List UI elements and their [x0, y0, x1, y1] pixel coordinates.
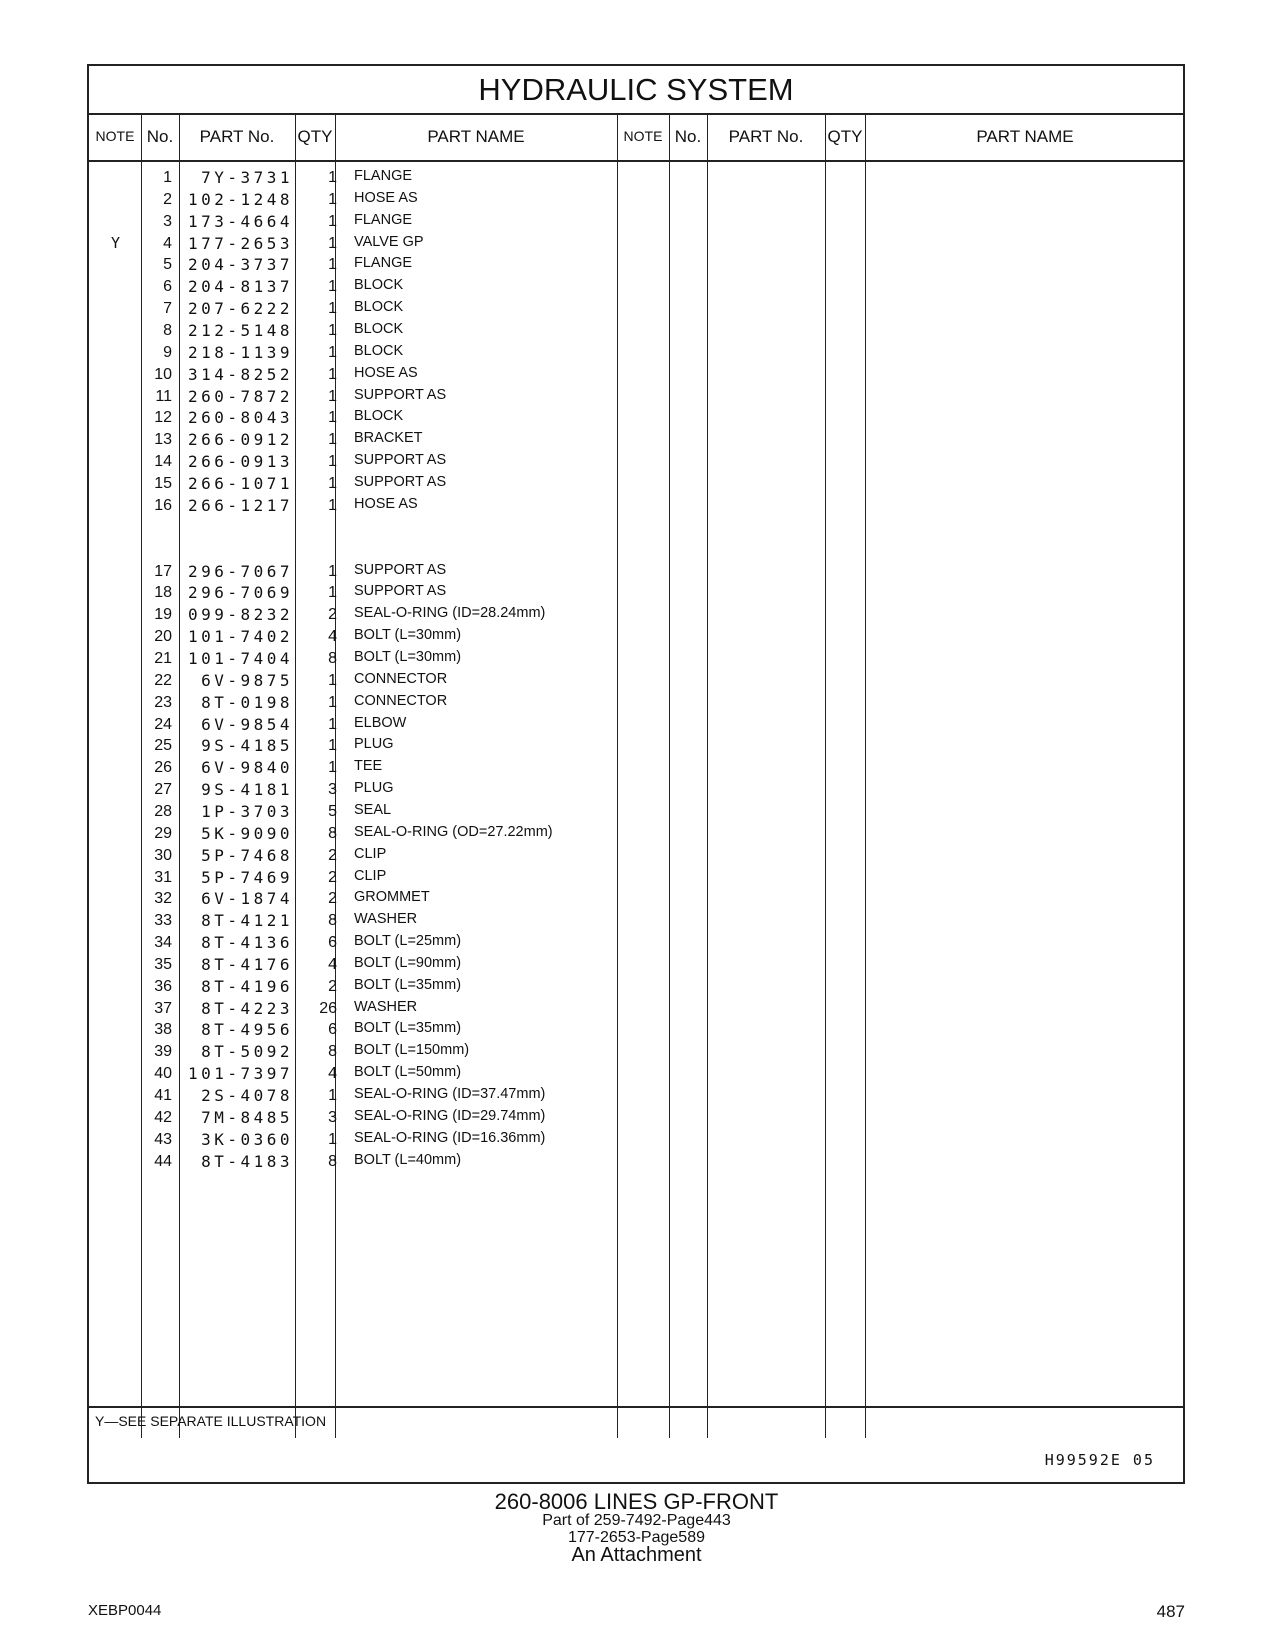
part-name-cell: CONNECTOR [354, 692, 448, 709]
quantity-cell: 8 [328, 912, 337, 930]
part-number-cell: 9S-4181 [201, 780, 293, 800]
table-row [89, 734, 1183, 757]
part-name-cell: BOLT (L=25mm) [354, 933, 462, 950]
part-name-cell: BOLT (L=150mm) [354, 1042, 470, 1059]
part-name-cell: HOSE AS [354, 189, 418, 206]
quantity-cell: 1 [328, 278, 337, 296]
part-number-cell: 8T-4183 [201, 1151, 293, 1171]
part-number-cell: 266-0913 [187, 452, 293, 472]
part-number-cell: 6V-9840 [201, 758, 293, 778]
part-number-cell: 260-7872 [187, 386, 293, 406]
table-row [89, 253, 1183, 276]
part-name-cell: SUPPORT AS [354, 473, 447, 490]
page-title: HYDRAULIC SYSTEM [89, 66, 1183, 115]
part-number-cell: 204-3737 [187, 255, 293, 275]
header-part-name-right: PART NAME [976, 127, 1074, 146]
item-number-cell: 13 [154, 431, 172, 449]
part-name-cell: CONNECTOR [354, 670, 448, 687]
part-name-cell: SEAL-O-RING (ID=29.74mm) [354, 1107, 546, 1124]
quantity-cell: 2 [328, 868, 337, 886]
header-part-no-right: PART No. [728, 127, 804, 146]
item-number-cell: 12 [154, 409, 172, 427]
quantity-cell: 6 [328, 934, 337, 952]
quantity-cell: 1 [328, 190, 337, 208]
table-row [89, 363, 1183, 386]
item-number-cell: 24 [154, 715, 172, 733]
quantity-cell: 1 [328, 1087, 337, 1104]
quantity-cell: 8 [328, 1043, 337, 1061]
table-row [89, 428, 1183, 451]
part-number-cell: 8T-4223 [201, 998, 293, 1018]
part-number-cell: 266-1217 [187, 495, 293, 515]
item-number-cell: 8 [163, 321, 172, 339]
table-row [89, 1018, 1183, 1041]
item-number-cell: 42 [154, 1108, 172, 1126]
table-row [89, 275, 1183, 298]
quantity-cell: 1 [328, 431, 337, 449]
part-number-cell: 204-8137 [187, 277, 293, 297]
quantity-cell: 1 [328, 234, 337, 252]
table-row [89, 1040, 1183, 1063]
quantity-cell: 8 [328, 650, 337, 667]
part-number-cell: 296-7067 [187, 561, 293, 581]
item-number-cell: 25 [154, 737, 172, 755]
part-number-cell: 101-7404 [187, 649, 293, 668]
part-name-cell: PLUG [354, 780, 394, 797]
item-number-cell: 16 [154, 496, 172, 514]
quantity-cell: 1 [328, 693, 337, 711]
table-row [89, 472, 1183, 495]
table-row [89, 909, 1183, 932]
part-name-cell: VALVE GP [354, 233, 424, 250]
part-name-cell: PLUG [354, 736, 394, 753]
part-name-cell: SUPPORT AS [354, 561, 447, 578]
item-number-cell: 28 [154, 802, 172, 820]
quantity-cell: 1 [328, 671, 337, 689]
part-number-cell: 177-2653 [187, 233, 293, 253]
table-row [89, 603, 1183, 626]
table-row [89, 1128, 1183, 1151]
item-number-cell: 44 [154, 1152, 172, 1170]
item-number-cell: 37 [154, 999, 172, 1017]
table-row [89, 341, 1183, 364]
part-number-cell: 8T-4196 [201, 976, 293, 996]
part-number-cell: 6V-1874 [201, 889, 293, 909]
table-row [89, 1150, 1183, 1173]
item-number-cell: 22 [154, 671, 172, 689]
part-number-cell: 8T-5092 [201, 1042, 293, 1062]
quantity-cell: 1 [328, 496, 337, 514]
quantity-cell: 1 [328, 169, 337, 186]
part-name-cell: SUPPORT AS [354, 386, 447, 403]
table-bottom-divider [89, 1406, 1183, 1408]
item-number-cell: 3 [163, 212, 172, 230]
table-row [89, 581, 1183, 604]
quantity-cell: 1 [328, 737, 337, 755]
part-number-cell: 2S-4078 [201, 1086, 293, 1105]
item-number-cell: 36 [154, 977, 172, 995]
part-name-cell: FLANGE [354, 211, 413, 228]
part-name-cell: BLOCK [354, 408, 404, 425]
quantity-cell: 1 [328, 562, 337, 580]
quantity-cell: 6 [328, 1021, 337, 1039]
part-number-cell: 101-7397 [187, 1064, 293, 1084]
table-row [89, 931, 1183, 954]
quantity-cell: 1 [328, 321, 337, 339]
part-number-cell: 266-1071 [187, 473, 293, 493]
table-row [89, 975, 1183, 998]
quantity-cell: 3 [328, 781, 337, 799]
part-number-cell: 6V-9875 [201, 670, 293, 690]
quantity-cell: 1 [328, 453, 337, 471]
part-number-cell: 5K-9090 [201, 823, 293, 843]
quantity-cell: 1 [328, 409, 337, 427]
header-qty-left: QTY [297, 127, 333, 146]
item-number-cell: 32 [154, 890, 172, 908]
part-number-cell: 212-5148 [187, 320, 293, 340]
quantity-cell: 2 [328, 606, 337, 624]
part-name-cell: SEAL-O-RING (ID=37.47mm) [354, 1086, 546, 1102]
table-row [89, 691, 1183, 714]
part-name-cell: BLOCK [354, 299, 404, 316]
item-number-cell: 2 [163, 190, 172, 208]
table-row [89, 866, 1183, 889]
quantity-cell: 8 [328, 1152, 337, 1170]
part-name-cell: BLOCK [354, 320, 404, 337]
part-number-cell: 8T-4956 [201, 1020, 293, 1040]
table-row [89, 188, 1183, 211]
quantity-cell: 1 [328, 759, 337, 777]
table-row [89, 822, 1183, 845]
table-header [89, 113, 1183, 162]
item-number-cell: 26 [154, 759, 172, 777]
part-number-cell: 6V-9854 [201, 714, 293, 734]
item-number-cell: 4 [163, 234, 172, 252]
table-row [89, 319, 1183, 342]
table-row [89, 166, 1183, 189]
table-row [89, 625, 1183, 648]
quantity-cell: 1 [328, 256, 337, 274]
part-name-cell: HOSE AS [354, 364, 418, 381]
item-number-cell: 31 [154, 868, 172, 886]
table-row [89, 778, 1183, 801]
item-number-cell: 41 [154, 1087, 172, 1104]
part-name-cell: BLOCK [354, 342, 404, 359]
part-number-cell: 207-6222 [187, 299, 293, 319]
header-part-name-left: PART NAME [427, 127, 525, 146]
quantity-cell: 2 [328, 890, 337, 908]
publication-number: XEBP0044 [88, 1602, 162, 1619]
part-name-cell: SEAL [354, 801, 392, 818]
quantity-cell: 2 [328, 977, 337, 995]
part-name-cell: BOLT (L=40mm) [354, 1151, 462, 1168]
item-number-cell: 6 [163, 278, 172, 296]
part-name-cell: WASHER [354, 911, 418, 928]
part-name-cell: SEAL-O-RING (OD=27.22mm) [354, 823, 553, 840]
page-number: 487 [1156, 1602, 1185, 1621]
quantity-cell: 1 [328, 584, 337, 602]
table-row [89, 997, 1183, 1020]
part-name-cell: BOLT (L=50mm) [354, 1064, 462, 1081]
part-number-cell: 3K-0360 [201, 1129, 293, 1149]
part-number-cell: 8T-4121 [201, 911, 293, 931]
table-row [89, 1106, 1183, 1129]
part-number-cell: 8T-0198 [201, 692, 293, 712]
item-number-cell: 39 [154, 1043, 172, 1061]
part-name-cell: ELBOW [354, 714, 407, 731]
item-number-cell: 7 [163, 300, 172, 318]
part-name-cell: BRACKET [354, 430, 423, 447]
item-number-cell: 35 [154, 955, 172, 973]
quantity-cell: 1 [328, 387, 337, 405]
table-row [89, 800, 1183, 823]
part-name-cell: BOLT (L=90mm) [354, 954, 462, 971]
table-row [89, 713, 1183, 736]
part-number-cell: 099-8232 [187, 605, 293, 625]
part-name-cell: SEAL-O-RING (ID=28.24mm) [354, 605, 546, 622]
part-number-cell: 9S-4185 [201, 736, 293, 756]
part-number-cell: 173-4664 [187, 211, 293, 231]
part-name-cell: BOLT (L=30mm) [354, 627, 462, 644]
part-number-cell: 101-7402 [187, 627, 293, 647]
part-name-cell: SEAL-O-RING (ID=16.36mm) [354, 1129, 546, 1146]
item-number-cell: 27 [154, 781, 172, 799]
document-id: H99592E 05 [1044, 1451, 1155, 1469]
part-name-cell: CLIP [354, 867, 387, 884]
quantity-cell: 1 [328, 212, 337, 230]
header-note-right: NOTE [623, 128, 663, 144]
item-number-cell: 40 [154, 1065, 172, 1083]
part-number-cell: 1P-3703 [201, 801, 293, 821]
parts-table-frame [87, 64, 1185, 1484]
part-number-cell: 260-8043 [187, 408, 293, 428]
table-row [89, 844, 1183, 867]
item-number-cell: 1 [163, 169, 172, 186]
table-row [89, 887, 1183, 910]
item-number-cell: 18 [154, 584, 172, 602]
header-no-left: No. [146, 127, 174, 146]
part-number-cell: 296-7069 [187, 583, 293, 603]
part-name-cell: FLANGE [354, 255, 413, 272]
table-row [89, 647, 1183, 670]
table-row [89, 669, 1183, 692]
part-number-cell: 8T-4136 [201, 933, 293, 953]
quantity-cell: 1 [328, 474, 337, 492]
item-number-cell: 10 [154, 365, 172, 383]
quantity-cell: 8 [328, 824, 337, 842]
part-name-cell: WASHER [354, 998, 418, 1015]
item-number-cell: 43 [154, 1130, 172, 1148]
part-name-cell: FLANGE [354, 168, 413, 184]
caption-group-title: 260-8006 LINES GP-FRONT [494, 1489, 779, 1514]
item-number-cell: 29 [154, 824, 172, 842]
part-number-cell: 102-1248 [187, 189, 293, 209]
table-row [89, 494, 1183, 517]
note-cell: Y [110, 233, 121, 252]
part-name-cell: SUPPORT AS [354, 583, 447, 600]
item-number-cell: 11 [155, 387, 172, 405]
header-qty-right: QTY [827, 127, 863, 146]
table-row [89, 406, 1183, 429]
item-number-cell: 38 [154, 1021, 172, 1039]
part-name-cell: BLOCK [354, 277, 404, 294]
part-name-cell: GROMMET [354, 889, 430, 906]
quantity-cell: 1 [328, 1130, 337, 1148]
part-number-cell: 218-1139 [187, 342, 293, 362]
item-number-cell: 33 [154, 912, 172, 930]
item-number-cell: 17 [154, 562, 172, 580]
quantity-cell: 1 [328, 365, 337, 383]
table-row [89, 297, 1183, 320]
header-no-right: No. [674, 127, 702, 146]
header-note-left: NOTE [95, 128, 135, 144]
part-name-cell: TEE [354, 758, 383, 775]
table-row [89, 1084, 1183, 1107]
part-number-cell: 7Y-3731 [201, 168, 293, 187]
quantity-cell: 4 [328, 955, 337, 973]
table-row [89, 450, 1183, 473]
quantity-cell: 4 [328, 1065, 337, 1083]
quantity-cell: 4 [328, 628, 337, 646]
table-row [89, 560, 1183, 583]
part-number-cell: 314-8252 [187, 364, 293, 384]
table-row [89, 1062, 1183, 1085]
item-number-cell: 23 [154, 693, 172, 711]
quantity-cell: 1 [328, 343, 337, 361]
item-number-cell: 20 [154, 628, 172, 646]
quantity-cell: 1 [328, 300, 337, 318]
part-name-cell: HOSE AS [354, 495, 418, 512]
part-number-cell: 266-0912 [187, 430, 293, 450]
table-row [89, 953, 1183, 976]
table-row [89, 210, 1183, 233]
part-name-cell: SUPPORT AS [354, 452, 447, 469]
table-row [89, 232, 1183, 255]
header-part-no-left: PART No. [199, 127, 275, 146]
item-number-cell: 5 [163, 256, 172, 274]
quantity-cell: 1 [328, 715, 337, 733]
part-name-cell: BOLT (L=35mm) [354, 1020, 462, 1037]
table-row [89, 756, 1183, 779]
footnote: Y—SEE SEPARATE ILLUSTRATION [95, 1413, 327, 1429]
table-row [89, 385, 1183, 408]
quantity-cell: 26 [319, 999, 337, 1017]
item-number-cell: 15 [154, 474, 172, 492]
item-number-cell: 30 [154, 846, 172, 864]
quantity-cell: 3 [328, 1108, 337, 1126]
part-number-cell: 8T-4176 [201, 954, 293, 974]
part-number-cell: 7M-8485 [201, 1107, 293, 1127]
part-number-cell: 5P-7469 [201, 867, 293, 887]
item-number-cell: 34 [154, 934, 172, 952]
part-name-cell: BOLT (L=35mm) [354, 976, 462, 993]
caption-part-of: Part of 259-7492-Page443 [542, 1512, 731, 1529]
quantity-cell: 5 [328, 802, 337, 820]
part-name-cell: BOLT (L=30mm) [354, 649, 462, 665]
item-number-cell: 9 [163, 343, 172, 361]
item-number-cell: 19 [154, 606, 172, 624]
item-number-cell: 21 [154, 650, 172, 667]
item-number-cell: 14 [154, 453, 172, 471]
caption-attachment: An Attachment [571, 1544, 702, 1566]
part-name-cell: CLIP [354, 845, 387, 862]
caption-reference: 177-2653-Page589 [567, 1529, 705, 1546]
quantity-cell: 2 [328, 846, 337, 864]
part-number-cell: 5P-7468 [201, 845, 293, 865]
